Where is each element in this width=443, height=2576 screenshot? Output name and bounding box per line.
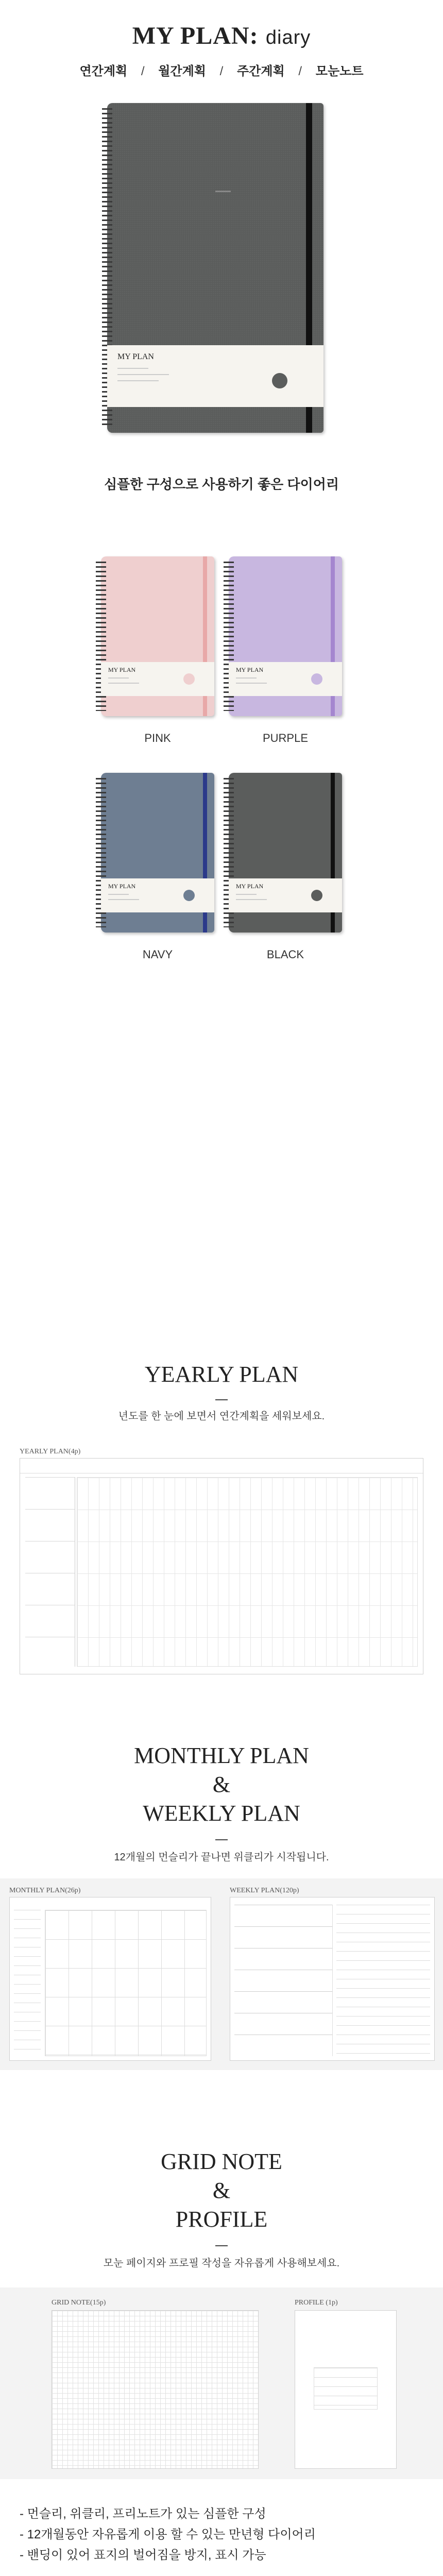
belly-color-dot [183,890,195,901]
gp-title-line2: PROFILE [175,2207,268,2232]
belly-title: MY PLAN [108,883,136,890]
belly-title: MY PLAN [108,666,136,673]
profile-sheet [295,2310,397,2469]
belly-band [107,345,323,407]
color-label-black: BLACK [266,948,304,961]
yearly-caption: YEARLY PLAN(4p) [20,1448,81,1455]
title-dash [215,1399,228,1400]
nav-separator: / [298,64,302,78]
weekly-plan-sheet [230,1897,435,2061]
belly-title: MY PLAN [236,883,264,890]
belly-line [108,683,139,684]
belly-band [229,662,342,696]
color-label-pink: PINK [144,732,171,744]
yearly-plan-sheet [20,1458,423,1674]
belly-line [117,380,159,381]
notebook-black [229,773,342,933]
title-dash [215,1839,228,1840]
mw-title-line1: MONTHLY PLAN [134,1743,309,1768]
notebook-purple [229,556,342,716]
belly-line [117,368,148,369]
mw-panel [0,1878,443,2070]
belly-line [236,677,257,679]
belly-color-dot [272,373,287,388]
belly-line [108,677,129,679]
nav-separator: / [219,64,224,78]
feature-list [20,2504,316,2566]
belly-color-dot [311,890,322,901]
monthly-plan-sheet [9,1897,211,2061]
yearly-subtitle: 년도를 한 눈에 보면서 연간계획을 세워보세요. [118,1411,325,1422]
notebook-pink [101,556,214,716]
mw-title-line2: WEEKLY PLAN [143,1801,300,1826]
belly-line [108,899,139,900]
belly-color-dot [311,673,322,685]
belly-line [236,894,257,895]
nav-item-monthly[interactable]: 월간계획 [158,64,206,78]
gp-panel [0,2287,443,2479]
grid-caption: GRID NOTE(15p) [52,2299,106,2307]
hero-notebook-image [107,103,323,433]
mw-title-amp: & [212,1772,231,1797]
yearly-month-column [25,1477,75,1667]
weekly-notes [336,1905,430,2056]
profile-caption: PROFILE (1p) [295,2299,338,2307]
belly-line [117,374,169,375]
belly-band [229,878,342,912]
hero-tagline: 심플한 구성으로 사용하기 좋은 다이어리 [104,477,339,492]
yearly-header-row [20,1459,423,1473]
color-label-navy: NAVY [142,948,173,961]
mw-subtitle: 12개월의 먼슬리가 끝나면 위클리가 시작됩니다. [114,1852,329,1863]
category-nav [0,61,443,79]
nav-item-yearly[interactable]: 연간계획 [79,64,128,78]
yearly-title: YEARLY PLAN [144,1362,299,1387]
belly-band [101,878,214,912]
feature-item: - 먼슬리, 위클리, 프리노트가 있는 심플한 구성 [20,2507,266,2521]
monthly-grid [45,1910,207,2056]
nav-item-grid[interactable]: 모눈노트 [315,64,364,78]
notebook-navy [101,773,214,933]
belly-color-dot [183,673,195,685]
brand-title [0,22,443,50]
weekly-days [234,1905,333,2056]
belly-line [236,899,267,900]
monthly-side-notes [14,1910,41,2056]
brand-sub: diary [265,27,311,48]
grid-note-sheet [52,2310,259,2469]
title-dash [215,2245,228,2246]
brand-main: MY PLAN: [132,22,259,49]
belly-band [101,662,214,696]
belly-title: MY PLAN [236,666,264,673]
belly-line [236,683,267,684]
cover-small-logo [215,191,231,192]
gp-title-line1: GRID NOTE [161,2149,282,2174]
yearly-grid [77,1477,418,1667]
weekly-caption: WEEKLY PLAN(120p) [230,1887,299,1894]
belly-title: MY PLAN [117,352,154,361]
feature-item: - 12개월동안 자유롭게 이용 할 수 있는 만년형 다이어리 [20,2528,316,2541]
profile-box [314,2367,378,2410]
belly-line [108,894,129,895]
color-label-purple: PURPLE [262,732,309,744]
gp-title-amp: & [212,2178,231,2203]
nav-separator: / [141,64,145,78]
feature-item: - 밴딩이 있어 표지의 벌어짐을 방지, 표시 가능 [20,2548,266,2562]
nav-item-weekly[interactable]: 주간계획 [237,64,285,78]
monthly-caption: MONTHLY PLAN(26p) [9,1887,81,1894]
gp-subtitle: 모눈 페이지와 프로필 작성을 자유롭게 사용해보세요. [103,2258,340,2269]
